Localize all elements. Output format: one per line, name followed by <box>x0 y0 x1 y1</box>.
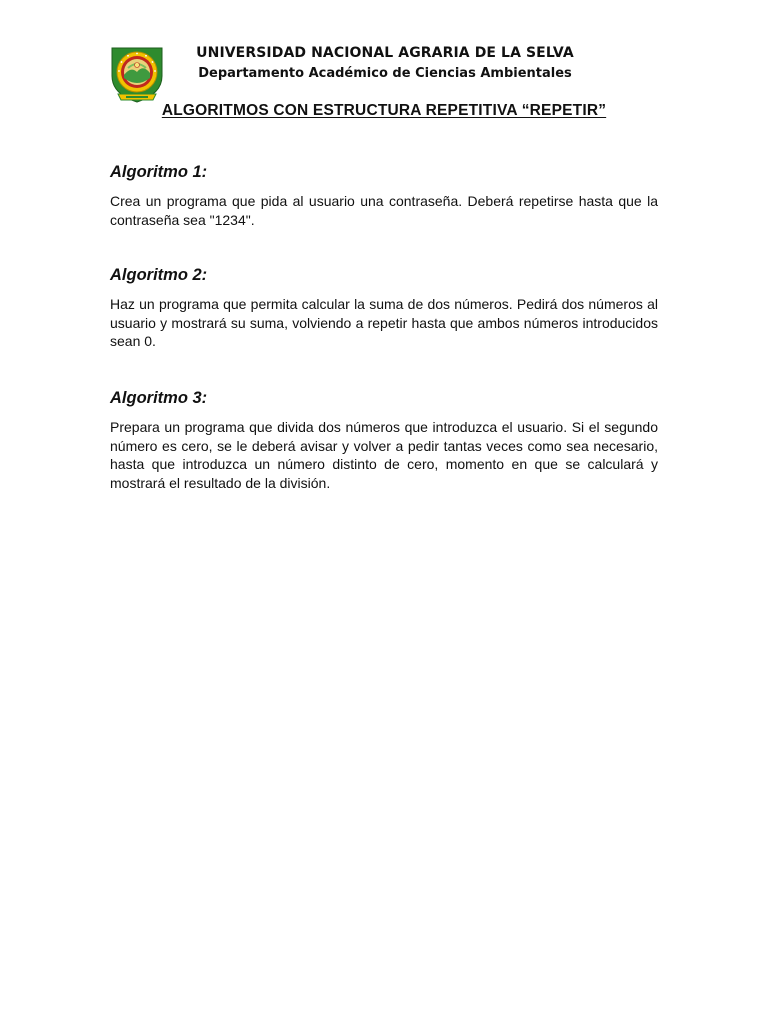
algorithm-description: Prepara un programa que divida dos números que introduzca el usuario. Si el segundo número es cero, se le deberá avisar y volver a pedir tantas veces como sea necesario, hasta que introduzca un número distinto de cero, momento en que se calculará y mostrará el resultado de la división. <box>110 419 658 491</box>
algorithm-heading: Algoritmo 2: <box>110 266 208 284</box>
letterhead <box>170 44 600 83</box>
document-title: ALGORITMOS CON ESTRUCTURA REPETITIVA “REPETIR” <box>161 102 607 119</box>
university-name: UNIVERSIDAD NACIONAL AGRARIA DE LA SELVA <box>196 45 574 61</box>
university-seal-icon <box>106 42 168 106</box>
algorithm-heading: Algoritmo 3: <box>110 389 208 407</box>
algorithm-section-2 <box>110 265 658 351</box>
algorithm-heading: Algoritmo 1: <box>110 163 208 181</box>
algorithm-description: Crea un programa que pida al usuario una contraseña. Deberá repetirse hasta que la contraseña sea "1234". <box>110 193 658 228</box>
department-name: Departamento Académico de Ciencias Ambientales <box>198 66 572 81</box>
algorithm-section-3 <box>110 388 658 492</box>
algorithm-description: Haz un programa que permita calcular la suma de dos números. Pedirá dos números al usuario y mostrará su suma, volviendo a repetir hasta que ambos números introducidos sean 0. <box>110 296 658 349</box>
algorithm-section-1 <box>110 162 658 229</box>
